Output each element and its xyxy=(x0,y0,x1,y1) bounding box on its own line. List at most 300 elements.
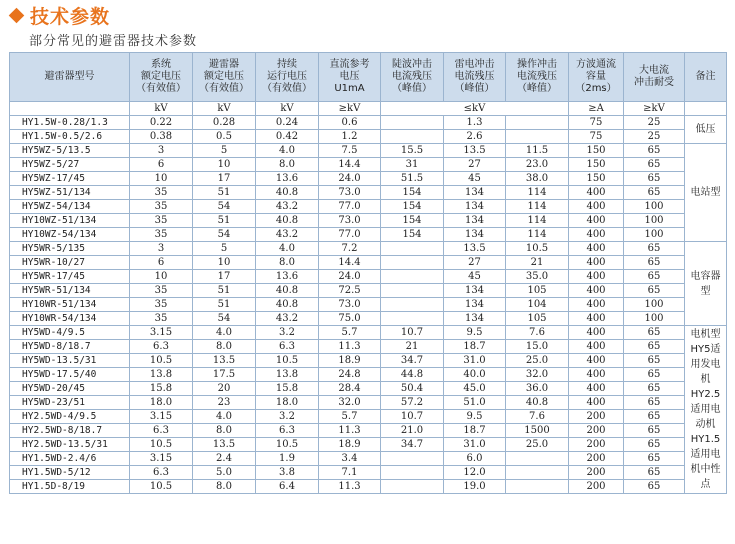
value-cell: 7.1 xyxy=(319,466,381,480)
model-cell: HY2.5WD-13.5/31 xyxy=(10,438,130,452)
value-cell: 27 xyxy=(444,256,506,270)
value-cell: 35 xyxy=(130,228,193,242)
value-cell: 3 xyxy=(130,242,193,256)
value-cell: 3 xyxy=(130,144,193,158)
model-cell: HY1.5WD-2.4/6 xyxy=(10,452,130,466)
value-cell: 75.0 xyxy=(319,312,381,326)
value-cell: 0.42 xyxy=(256,130,319,144)
value-cell: 21 xyxy=(381,340,444,354)
column-header xyxy=(193,53,256,102)
value-cell: 1.2 xyxy=(319,130,381,144)
value-cell: 400 xyxy=(569,256,624,270)
value-cell: 150 xyxy=(569,158,624,172)
value-cell: 10 xyxy=(130,172,193,186)
column-header xyxy=(624,53,685,102)
value-cell: 100 xyxy=(624,312,685,326)
value-cell: 5 xyxy=(193,242,256,256)
value-cell: 21 xyxy=(506,256,569,270)
unit-cell: kV xyxy=(193,102,256,116)
note-cell: 电机型HY5适用发电机HY2.5适用电动机HY1.5适用电机中性点 xyxy=(685,326,727,494)
value-cell: 6.3 xyxy=(130,466,193,480)
value-cell: 2.4 xyxy=(193,452,256,466)
value-cell: 7.5 xyxy=(319,144,381,158)
model-cell: HY5WD-13.5/31 xyxy=(10,354,130,368)
value-cell: 100 xyxy=(624,298,685,312)
value-cell: 11.3 xyxy=(319,424,381,438)
value-cell: 45 xyxy=(444,172,506,186)
value-cell: 35 xyxy=(130,298,193,312)
value-cell: 51.5 xyxy=(381,172,444,186)
value-cell: 400 xyxy=(569,368,624,382)
value-cell: 114 xyxy=(506,200,569,214)
value-cell: 150 xyxy=(569,172,624,186)
column-header-line: 方波通流 xyxy=(576,59,616,70)
table-row xyxy=(10,424,727,438)
value-cell: 134 xyxy=(444,186,506,200)
value-cell: 134 xyxy=(444,312,506,326)
value-cell: 17 xyxy=(193,270,256,284)
value-cell: 65 xyxy=(624,452,685,466)
column-header-line: 电流残压 xyxy=(392,71,432,82)
value-cell xyxy=(381,480,444,494)
value-cell: 134 xyxy=(444,214,506,228)
note-cell: 电站型 xyxy=(685,144,727,242)
value-cell: 34.7 xyxy=(381,354,444,368)
model-cell: HY5WD-17.5/40 xyxy=(10,368,130,382)
value-cell: 14.4 xyxy=(319,158,381,172)
value-cell: 15.5 xyxy=(381,144,444,158)
column-header-line: 操作冲击 xyxy=(517,59,557,70)
value-cell: 400 xyxy=(569,312,624,326)
arrester-spec-table xyxy=(9,52,727,494)
value-cell: 154 xyxy=(381,186,444,200)
value-cell: 18.0 xyxy=(130,396,193,410)
value-cell: 0.38 xyxy=(130,130,193,144)
value-cell: 1.3 xyxy=(444,116,506,130)
table-row xyxy=(10,368,727,382)
value-cell: 10.5 xyxy=(256,438,319,452)
value-cell: 10 xyxy=(130,270,193,284)
value-cell: 9.5 xyxy=(444,410,506,424)
column-header-line: （峰值） xyxy=(517,83,557,94)
table-row xyxy=(10,200,727,214)
model-cell: HY5WR-51/134 xyxy=(10,284,130,298)
value-cell: 400 xyxy=(569,200,624,214)
value-cell: 40.8 xyxy=(256,284,319,298)
value-cell: 0.5 xyxy=(193,130,256,144)
column-header-line: 冲击耐受 xyxy=(634,77,674,88)
value-cell: 100 xyxy=(624,200,685,214)
value-cell: 0.24 xyxy=(256,116,319,130)
value-cell: 200 xyxy=(569,452,624,466)
value-cell: 40.8 xyxy=(256,214,319,228)
value-cell: 13.5 xyxy=(193,438,256,452)
value-cell: 0.22 xyxy=(130,116,193,130)
column-header-line: 陡波冲击 xyxy=(392,59,432,70)
model-cell: HY5WZ-51/134 xyxy=(10,186,130,200)
value-cell: 3.15 xyxy=(130,410,193,424)
value-cell xyxy=(381,116,444,130)
model-cell: HY1.5W-0.5/2.6 xyxy=(10,130,130,144)
value-cell: 10.5 xyxy=(130,438,193,452)
value-cell: 19.0 xyxy=(444,480,506,494)
value-cell xyxy=(381,256,444,270)
value-cell: 10.5 xyxy=(130,480,193,494)
table-row xyxy=(10,144,727,158)
value-cell: 6.4 xyxy=(256,480,319,494)
value-cell: 1.9 xyxy=(256,452,319,466)
value-cell xyxy=(381,242,444,256)
value-cell: 10 xyxy=(193,158,256,172)
value-cell: 6.0 xyxy=(444,452,506,466)
value-cell: 35 xyxy=(130,284,193,298)
value-cell: 65 xyxy=(624,326,685,340)
value-cell: 4.0 xyxy=(256,242,319,256)
model-cell: HY5WD-8/18.7 xyxy=(10,340,130,354)
value-cell: 23 xyxy=(193,396,256,410)
note-cell: 电容器型 xyxy=(685,242,727,326)
value-cell: 400 xyxy=(569,270,624,284)
value-cell: 25 xyxy=(624,116,685,130)
value-cell: 400 xyxy=(569,214,624,228)
value-cell: 38.0 xyxy=(506,172,569,186)
value-cell: 3.8 xyxy=(256,466,319,480)
value-cell: 100 xyxy=(624,214,685,228)
model-cell: HY5WZ-5/27 xyxy=(10,158,130,172)
value-cell: 6.3 xyxy=(256,424,319,438)
model-cell: HY1.5D-8/19 xyxy=(10,480,130,494)
value-cell: 13.5 xyxy=(193,354,256,368)
value-cell: 25.0 xyxy=(506,354,569,368)
model-cell: HY5WD-23/51 xyxy=(10,396,130,410)
value-cell: 10 xyxy=(193,256,256,270)
table-row xyxy=(10,354,727,368)
value-cell: 65 xyxy=(624,438,685,452)
value-cell: 15.0 xyxy=(506,340,569,354)
value-cell: 200 xyxy=(569,466,624,480)
column-header-line: （有效值） xyxy=(199,83,249,94)
value-cell: 25 xyxy=(624,130,685,144)
value-cell: 13.8 xyxy=(130,368,193,382)
value-cell: 72.5 xyxy=(319,284,381,298)
value-cell: 65 xyxy=(624,424,685,438)
column-header xyxy=(130,53,193,102)
value-cell: 18.9 xyxy=(319,438,381,452)
table-row xyxy=(10,410,727,424)
value-cell: 24.8 xyxy=(319,368,381,382)
value-cell: 35 xyxy=(130,312,193,326)
value-cell: 5 xyxy=(193,144,256,158)
value-cell: 105 xyxy=(506,312,569,326)
value-cell: 36.0 xyxy=(506,382,569,396)
value-cell: 20 xyxy=(193,382,256,396)
value-cell: 40.8 xyxy=(256,298,319,312)
value-cell: 8.0 xyxy=(193,340,256,354)
page-title: 技术参数 xyxy=(30,5,111,28)
table-row xyxy=(10,242,727,256)
value-cell: 34.7 xyxy=(381,438,444,452)
value-cell: 25.0 xyxy=(506,438,569,452)
value-cell: 65 xyxy=(624,284,685,298)
table-row xyxy=(10,116,727,130)
value-cell: 17 xyxy=(193,172,256,186)
value-cell: 51 xyxy=(193,298,256,312)
value-cell xyxy=(381,452,444,466)
value-cell: 400 xyxy=(569,242,624,256)
value-cell: 65 xyxy=(624,396,685,410)
value-cell: 8.0 xyxy=(256,256,319,270)
value-cell: 7.6 xyxy=(506,410,569,424)
value-cell: 7.6 xyxy=(506,326,569,340)
column-header-line: （有效值） xyxy=(262,83,312,94)
unit-cell: ≥kV xyxy=(319,102,381,116)
value-cell: 65 xyxy=(624,368,685,382)
value-cell: 400 xyxy=(569,354,624,368)
value-cell: 154 xyxy=(381,200,444,214)
column-header xyxy=(256,53,319,102)
value-cell: 9.5 xyxy=(444,326,506,340)
value-cell: 65 xyxy=(624,144,685,158)
value-cell: 114 xyxy=(506,186,569,200)
value-cell: 18.7 xyxy=(444,340,506,354)
value-cell: 18.0 xyxy=(256,396,319,410)
value-cell: 8.0 xyxy=(193,424,256,438)
table-row xyxy=(10,284,727,298)
units-note-cell xyxy=(685,102,727,116)
column-header xyxy=(569,53,624,102)
column-header xyxy=(506,53,569,102)
units-model-cell xyxy=(10,102,130,116)
model-cell: HY5WR-10/27 xyxy=(10,256,130,270)
value-cell: 15.8 xyxy=(130,382,193,396)
value-cell: 43.2 xyxy=(256,228,319,242)
value-cell: 35 xyxy=(130,214,193,228)
value-cell xyxy=(506,452,569,466)
value-cell: 400 xyxy=(569,186,624,200)
value-cell: 75 xyxy=(569,116,624,130)
column-header-line: 额定电压 xyxy=(141,71,181,82)
value-cell: 3.2 xyxy=(256,410,319,424)
value-cell: 3.15 xyxy=(130,326,193,340)
value-cell: 65 xyxy=(624,480,685,494)
table-row xyxy=(10,326,727,340)
value-cell: 5.0 xyxy=(193,466,256,480)
column-header-line: 系统 xyxy=(151,59,171,70)
value-cell: 73.0 xyxy=(319,186,381,200)
value-cell: 134 xyxy=(444,228,506,242)
model-cell: HY10WZ-54/134 xyxy=(10,228,130,242)
value-cell: 54 xyxy=(193,228,256,242)
model-cell: HY5WD-20/45 xyxy=(10,382,130,396)
table-row xyxy=(10,452,727,466)
unit-cell: kV xyxy=(256,102,319,116)
value-cell: 75 xyxy=(569,130,624,144)
value-cell: 65 xyxy=(624,270,685,284)
value-cell: 18.7 xyxy=(444,424,506,438)
value-cell: 65 xyxy=(624,256,685,270)
model-cell: HY2.5WD-8/18.7 xyxy=(10,424,130,438)
value-cell: 51 xyxy=(193,214,256,228)
column-header xyxy=(685,53,727,102)
value-cell: 54 xyxy=(193,200,256,214)
value-cell: 400 xyxy=(569,298,624,312)
value-cell: 17.5 xyxy=(193,368,256,382)
column-header-line: 电压 xyxy=(339,71,360,82)
value-cell: 6.3 xyxy=(256,340,319,354)
section-heading xyxy=(8,2,110,28)
column-header xyxy=(381,53,444,102)
model-cell: HY5WR-17/45 xyxy=(10,270,130,284)
unit-cell: ≤kV xyxy=(381,102,569,116)
value-cell: 10.5 xyxy=(130,354,193,368)
column-header-line: （有效值） xyxy=(136,83,186,94)
value-cell: 73.0 xyxy=(319,214,381,228)
model-cell: HY10WZ-51/134 xyxy=(10,214,130,228)
table-row xyxy=(10,340,727,354)
column-header-line: 电流残压 xyxy=(517,71,557,82)
model-cell: HY5WZ-5/13.5 xyxy=(10,144,130,158)
column-header-line: 避雷器 xyxy=(209,59,239,70)
value-cell: 4.0 xyxy=(193,410,256,424)
value-cell: 18.9 xyxy=(319,354,381,368)
value-cell: 11.5 xyxy=(506,144,569,158)
value-cell: 40.0 xyxy=(444,368,506,382)
value-cell: 32.0 xyxy=(506,368,569,382)
column-header-line: 运行电压 xyxy=(267,71,307,82)
column-header-line: （峰值） xyxy=(454,83,495,94)
value-cell: 10.7 xyxy=(381,410,444,424)
value-cell: 3.2 xyxy=(256,326,319,340)
value-cell: 6.3 xyxy=(130,424,193,438)
table-row xyxy=(10,256,727,270)
value-cell: 35 xyxy=(130,200,193,214)
value-cell: 200 xyxy=(569,410,624,424)
value-cell: 23.0 xyxy=(506,158,569,172)
column-header-line: 备注 xyxy=(695,71,716,82)
column-header xyxy=(319,53,381,102)
value-cell: 400 xyxy=(569,326,624,340)
value-cell: 6 xyxy=(130,256,193,270)
table-row xyxy=(10,312,727,326)
column-header xyxy=(10,53,130,102)
unit-cell: ≥kV xyxy=(624,102,685,116)
value-cell: 51.0 xyxy=(444,396,506,410)
value-cell: 400 xyxy=(569,382,624,396)
value-cell: 24.0 xyxy=(319,270,381,284)
value-cell: 114 xyxy=(506,214,569,228)
value-cell: 0.6 xyxy=(319,116,381,130)
model-cell: HY2.5WD-4/9.5 xyxy=(10,410,130,424)
column-header-line: U1mA xyxy=(334,83,365,94)
value-cell: 28.4 xyxy=(319,382,381,396)
column-header-line: 避雷器型号 xyxy=(44,71,95,82)
value-cell: 154 xyxy=(381,214,444,228)
value-cell: 12.0 xyxy=(444,466,506,480)
table-row xyxy=(10,186,727,200)
note-cell: 低压 xyxy=(685,116,727,144)
value-cell: 4.0 xyxy=(256,144,319,158)
table-row xyxy=(10,158,727,172)
value-cell xyxy=(506,480,569,494)
unit-cell: ≥A xyxy=(569,102,624,116)
value-cell xyxy=(506,130,569,144)
value-cell: 11.3 xyxy=(319,340,381,354)
value-cell: 400 xyxy=(569,396,624,410)
value-cell: 57.2 xyxy=(381,396,444,410)
value-cell: 77.0 xyxy=(319,228,381,242)
value-cell: 31.0 xyxy=(444,438,506,452)
page-subtitle: 部分常见的避雷器技术参数 xyxy=(29,34,198,49)
model-cell: HY5WR-5/135 xyxy=(10,242,130,256)
value-cell: 44.8 xyxy=(381,368,444,382)
value-cell xyxy=(381,312,444,326)
column-header-line: 直流参考 xyxy=(329,59,370,70)
value-cell: 10.5 xyxy=(256,354,319,368)
value-cell: 6.3 xyxy=(130,340,193,354)
value-cell: 65 xyxy=(624,354,685,368)
table-row xyxy=(10,270,727,284)
diamond-bullet-icon xyxy=(9,7,25,23)
value-cell: 31 xyxy=(381,158,444,172)
value-cell: 65 xyxy=(624,382,685,396)
value-cell: 24.0 xyxy=(319,172,381,186)
model-cell: HY5WZ-54/134 xyxy=(10,200,130,214)
model-cell: HY10WR-54/134 xyxy=(10,312,130,326)
value-cell: 8.0 xyxy=(256,158,319,172)
value-cell: 13.8 xyxy=(256,368,319,382)
value-cell: 77.0 xyxy=(319,200,381,214)
value-cell: 43.2 xyxy=(256,312,319,326)
table-units-row xyxy=(10,102,727,116)
value-cell: 4.0 xyxy=(193,326,256,340)
value-cell: 65 xyxy=(624,158,685,172)
value-cell: 2.6 xyxy=(444,130,506,144)
value-cell: 134 xyxy=(444,284,506,298)
column-header-line: （峰值） xyxy=(392,83,432,94)
model-cell: HY1.5W-0.28/1.3 xyxy=(10,116,130,130)
value-cell: 45 xyxy=(444,270,506,284)
value-cell: 100 xyxy=(624,228,685,242)
table-header-row xyxy=(10,53,727,102)
column-header-line: 电流残压 xyxy=(454,71,495,82)
table-row xyxy=(10,466,727,480)
value-cell: 50.4 xyxy=(381,382,444,396)
column-header-line: （2ms） xyxy=(575,83,617,94)
value-cell: 35.0 xyxy=(506,270,569,284)
value-cell: 3.4 xyxy=(319,452,381,466)
value-cell: 7.2 xyxy=(319,242,381,256)
value-cell: 65 xyxy=(624,186,685,200)
value-cell: 10.5 xyxy=(506,242,569,256)
column-header xyxy=(444,53,506,102)
value-cell: 134 xyxy=(444,200,506,214)
column-header-line: 额定电压 xyxy=(204,71,244,82)
value-cell xyxy=(506,466,569,480)
value-cell: 5.7 xyxy=(319,410,381,424)
column-header-line: 容量 xyxy=(586,71,606,82)
value-cell: 13.6 xyxy=(256,270,319,284)
model-cell: HY5WZ-17/45 xyxy=(10,172,130,186)
table-row xyxy=(10,172,727,186)
value-cell: 31.0 xyxy=(444,354,506,368)
value-cell: 134 xyxy=(444,298,506,312)
value-cell xyxy=(381,130,444,144)
value-cell: 154 xyxy=(381,228,444,242)
value-cell: 65 xyxy=(624,242,685,256)
table-body xyxy=(10,116,727,494)
model-cell: HY10WR-51/134 xyxy=(10,298,130,312)
value-cell: 40.8 xyxy=(256,186,319,200)
